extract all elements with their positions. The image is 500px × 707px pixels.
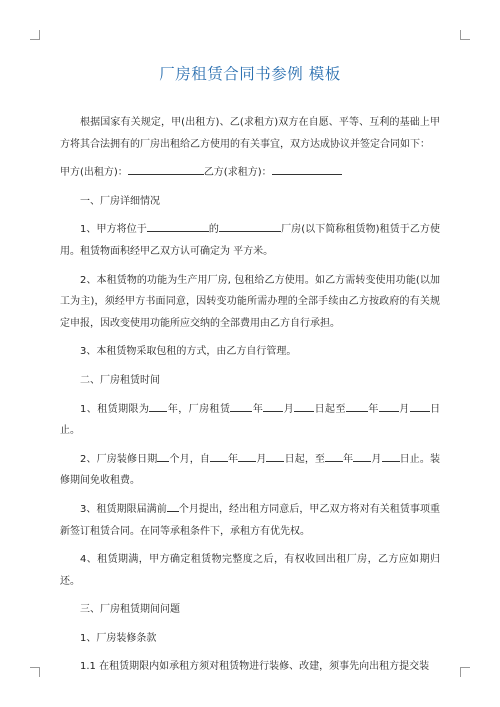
clause-text: 1、租赁期限为 [80,403,150,415]
section-heading-3: 三、厂房租赁期间问题 [80,604,180,616]
blank [382,450,400,462]
subsection-heading: 1、厂房装修条款 [80,632,157,644]
clause-2-1 [60,399,440,442]
section-heading-2: 二、厂房租赁时间 [80,374,160,386]
blank [238,450,256,462]
blank [379,400,399,412]
blank [210,450,228,462]
party-b-blank [272,163,342,175]
clause-3-1-1: 1.1 在租赁期限内如承租方须对租赁物进行装修、改建，须事先向出租方提交装 [80,661,430,673]
clause-text: 日起，至 [284,453,326,465]
location-blank [147,220,209,232]
clause-text: 2、厂房装修日期 [80,453,158,465]
clause-text: 个月，自 [169,453,210,465]
section-heading-1: 一、厂房详细情况 [80,195,160,207]
clause-text: 1、甲方将位于 [80,224,147,236]
crop-mark-bottom-left [30,667,40,677]
clause-2-4: 4、租赁期满，甲方确定租赁物完整度之后，有权收回出租厂房，乙方应如期归还。 [60,554,440,587]
document-body [60,112,440,685]
clause-text: 日起至 [314,403,346,415]
blank [230,400,252,412]
blank [167,500,179,512]
factory-name-blank [219,220,281,232]
party-a-label: 甲方(出租方)： [60,167,128,179]
clause-1-3: 3、本租赁物采取包租的方式，由乙方自行管理。 [80,346,297,358]
clause-1-2: 2、本租赁物的功能为生产用厂房, 包租给乙方使用。如乙方需转变使用功能(以加工为主)，须经甲方书面同意，因转变功能所需办理的全部手续由乙方按政府的有关规定申报，因改变使用功能所应交纳的全部费用由乙方自行承担。 [60,274,440,329]
crop-mark-top-left [30,30,40,40]
intro-paragraph: 根据国家有关规定，甲(出租方)、乙(求租方)双方在自愿、平等、互利的基础上甲方将其合法拥有的厂房出租给乙方使用的有关事宜，双方达成协议并签定合同如下： [60,117,440,150]
crop-mark-top-right [460,30,470,40]
clause-text: 月 [256,453,267,465]
clause-text: 日止。 [60,403,441,437]
clause-text: 厂房(以下简称租赁物)租赁于乙方使用。租赁物面积经甲乙双方认可确定为 平方米。 [60,224,440,257]
blank [263,400,283,412]
clause-text: 年 [252,403,264,415]
parties-line [60,162,440,184]
clause-text: 年 [367,403,379,415]
party-b-label: 乙方(求租方)： [203,167,272,179]
clause-text: 年 [343,453,354,465]
blank [353,450,371,462]
clause-text: 年 [227,453,239,465]
clause-2-2 [60,449,440,492]
clause-1-1 [60,219,440,262]
crop-mark-bottom-right [460,667,470,677]
blank [346,400,368,412]
clause-text: 年，厂房租赁 [167,403,231,415]
clause-text: 月 [371,453,382,465]
blank [325,450,343,462]
blank [294,400,314,412]
clause-text: 日止。装修期间免收租费。 [60,453,441,487]
clause-text: 3、租赁期限届满前 [80,503,167,515]
clause-text: 个月提出，经出租方同意后，甲乙双方将对有关租赁事项重新签订租赁合同。在同等承租条件下，承租方有优先权。 [60,503,440,537]
party-a-blank [128,163,204,175]
clause-text: 月 [283,403,295,415]
clause-2-3 [60,499,440,542]
blank [157,450,169,462]
blank [149,400,167,412]
clause-text: 月 [398,403,410,415]
document-title: 厂房租赁合同书参例 模板 [159,65,341,83]
blank [410,400,430,412]
blank [266,450,284,462]
clause-text: 的 [208,224,219,236]
